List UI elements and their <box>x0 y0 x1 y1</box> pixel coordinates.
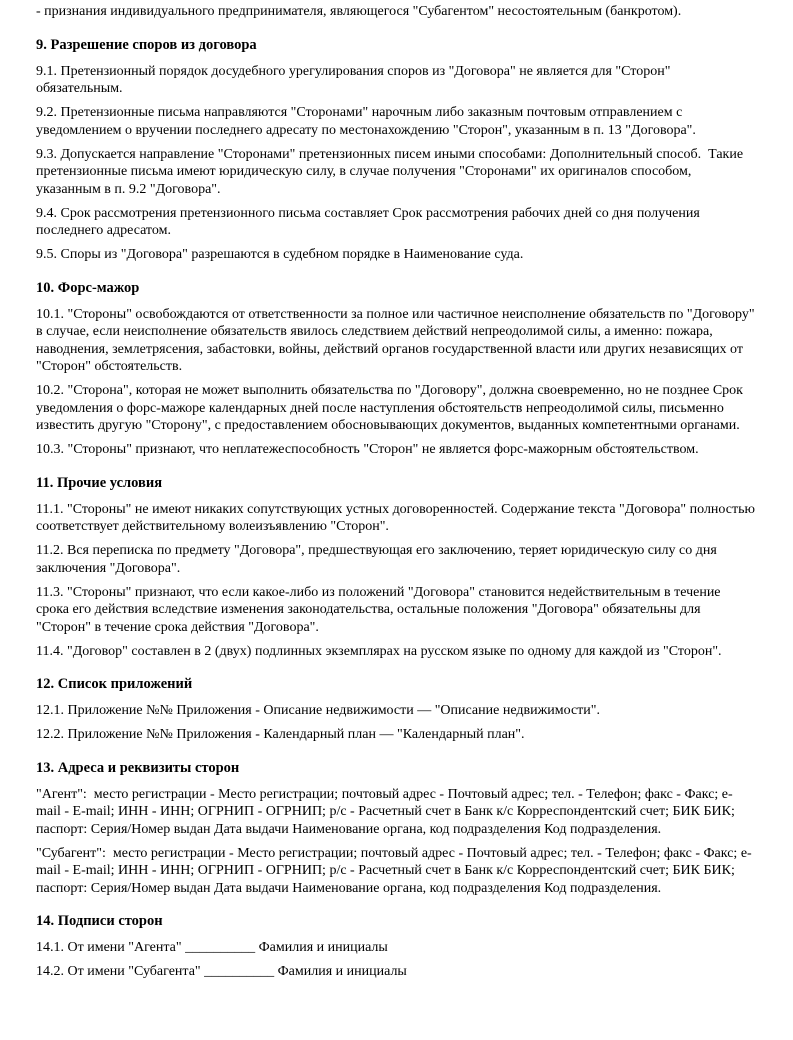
clause-11-1: 11.1. "Стороны" не имеют никаких сопутствующих устных договоренностей. Содержание текста "Договора" полностью соответствует действительному волеизъявлению "Сторон". <box>36 501 759 534</box>
agent-requisites-paragraph: "Агент": место регистрации - Место регистрации; почтовый адрес - Почтовый адрес; тел. - Телефон; факс - Факс; e-mail - E-mail; ИНН - ИНН; ОГРНИП - ОГРНИП; р/с - Расчетный счет в Банк к/с Корреспондентский счет; БИК БИК; паспорт: Серия/Номер выдан Дата выдачи Наименование органа, код подразделения Код подразделения. <box>36 786 739 837</box>
section-other-terms <box>36 474 757 661</box>
clause-10-1: 10.1. "Стороны" освобождаются от ответственности за полное или частичное неисполнение обязательств по "Договору" в случае, если неисполнение обязательств явилось следствием действий непреодолимой силы, а именно: пожара, наводнения, землетрясения, забастовки, войны, действий органов государственной власти или других независящих от "Сторон" обстоятельств. <box>36 306 759 374</box>
clause-11-4: 11.4. "Договор" составлен в 2 (двух) подлинных экземплярах на русском языке по одному для каждой из "Сторон". <box>36 643 722 659</box>
clause-9-4: 9.4. Срок рассмотрения претензионного письма составляет Срок рассмотрения рабочих дней со дня получения последнего адресатом. <box>36 205 704 238</box>
section-13-heading: 13. Адреса и реквизиты сторон <box>36 759 240 776</box>
section-11-heading: 11. Прочие условия <box>36 474 163 491</box>
bankruptcy-clause-line: - признания индивидуального предпринимателя, являющегося "Субагентом" несостоятельным (банкротом). <box>36 4 682 19</box>
clause-10-3: 10.3. "Стороны" признают, что неплатежеспособность "Сторон" не является форс-мажорным обстоятельством. <box>36 442 699 457</box>
clause-9-5: 9.5. Споры из "Договора" разрешаются в судебном порядке в Наименование суда. <box>36 247 524 262</box>
section-dispute-resolution <box>36 36 757 264</box>
section-12-heading: 12. Список приложений <box>36 676 193 692</box>
subagent-signature-line: 14.2. От имени "Субагента" __________ Фамилия и инициалы <box>36 964 407 979</box>
clause-9-2: 9.2. Претензионные письма направляются "Сторонами" нарочным либо заказным почтовым отправлением с уведомлением о вручении последнего адресату по местонахождению "Сторон", указанным в п. 13 "Договора". <box>36 105 696 138</box>
section-attachments-list <box>36 675 757 744</box>
section-14-heading: 14. Подписи сторон <box>36 913 163 929</box>
clause-9-1: 9.1. Претензионный порядок досудебного урегулирования споров из "Договора" не является для "Сторон" обязательным. <box>36 63 674 96</box>
clause-12-1: 12.1. Приложение №№ Приложения - Описание недвижимости — "Описание недвижимости". <box>36 703 600 718</box>
section-10-heading: 10. Форс-мажор <box>36 279 140 296</box>
section-9-heading: 9. Разрешение споров из договора <box>36 36 257 53</box>
clause-11-2: 11.2. Вся переписка по предмету "Договора", предшествующая его заключению, теряет юридическую силу со дня заключения "Договора". <box>36 543 721 576</box>
agent-signature-line: 14.1. От имени "Агента" __________ Фамилия и инициалы <box>36 940 388 955</box>
subagent-requisites-paragraph: "Субагент": место регистрации - Место регистрации; почтовый адрес - Почтовый адрес; тел. - Телефон; факс - Факс; e-mail - E-mail; ИНН - ИНН; ОГРНИП - ОГРНИП; р/с - Расчетный счет в Банк к/с Корреспондентский счет; БИК БИК; паспорт: Серия/Номер выдан Дата выдачи Наименование органа, код подразделения Код подразделения. <box>36 845 752 896</box>
section-force-majeure <box>36 279 757 459</box>
section-signatures <box>36 912 757 981</box>
clause-9-3: 9.3. Допускается направление "Сторонами" претензионных писем иными способами: Дополнительный способ. Такие претензионные письма имеют юридическую силу, в случае получения "Сторонами" их оригиналов способом, указанным в п. 9.2 "Договора". <box>36 146 747 197</box>
clause-10-2: 10.2. "Сторона", которая не может выполнить обязательства по "Договору", должна своевременно, но не позднее Срок уведомления о форс-мажоре календарных дней после наступления обстоятельств непреодолимой силы, письменно известить другую "Сторону", с предоставлением обосновывающих документов, выданных компетентными органами. <box>36 383 747 433</box>
section-addresses-requisites <box>36 759 757 898</box>
clause-11-3: 11.3. "Стороны" признают, что если какое-либо из положений "Договора" становится недействительным в течение срока его действия вследствие изменения законодательства, остальные положения "Договора" обязательны для "Сторон" в течение срока действия "Договора". <box>36 584 725 635</box>
clause-12-2: 12.2. Приложение №№ Приложения - Календарный план — "Календарный план". <box>36 727 525 742</box>
